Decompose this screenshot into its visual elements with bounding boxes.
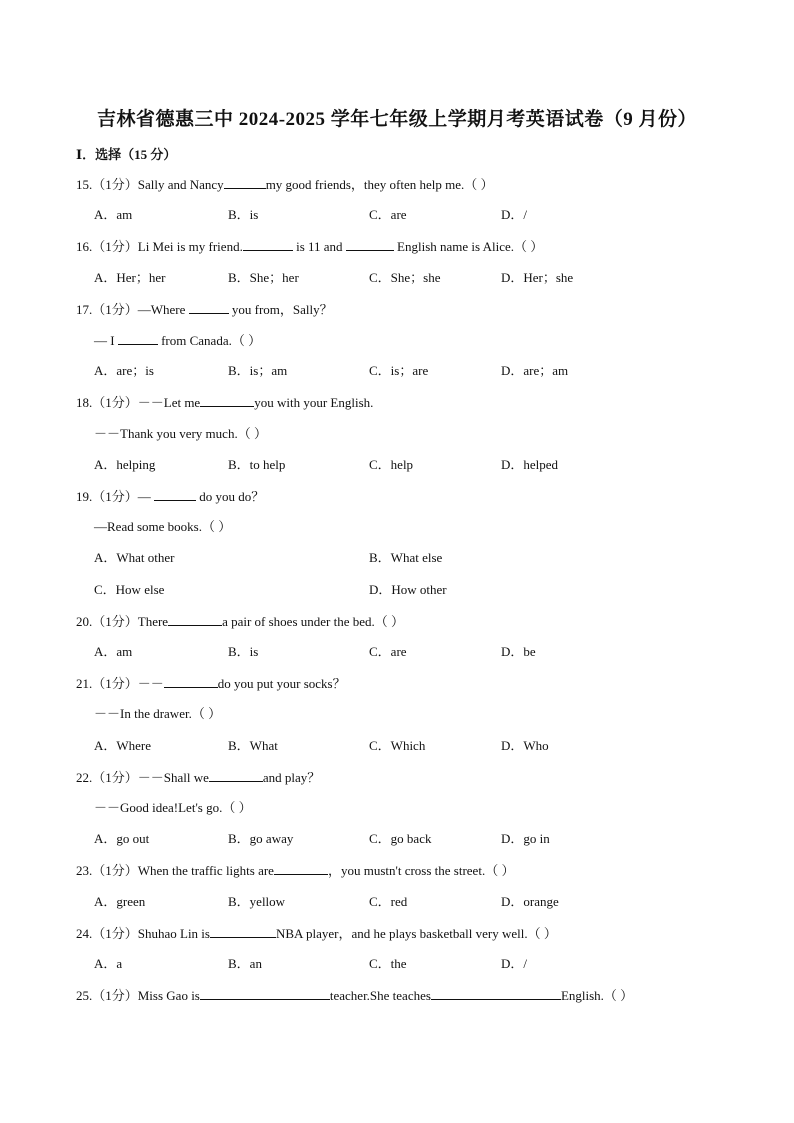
option-c[interactable]: C．Which — [369, 738, 426, 753]
question-19 — [76, 488, 264, 505]
option-d[interactable]: D．be — [501, 644, 536, 659]
question-text: 18.（1分）－－Let me — [76, 395, 201, 410]
question-text: 21.（1分）－－ — [76, 676, 164, 691]
question-text: is 11 and — [296, 239, 343, 254]
answer-blank[interactable] — [189, 301, 229, 314]
option-d[interactable]: D．helped — [501, 457, 559, 472]
question-text: English.（ ） — [560, 988, 634, 1003]
option-a[interactable]: A．Where — [94, 738, 152, 753]
option-c[interactable]: C．How else — [94, 582, 165, 597]
question-22-line-2: －－Good idea!Let's go.（ ） — [94, 800, 252, 815]
question-text: and play？ — [262, 770, 321, 785]
option-b[interactable]: B．yellow — [228, 894, 286, 909]
question-text: 19.（1分）— — [76, 489, 151, 504]
option-d[interactable]: D．/ — [501, 207, 528, 222]
answer-blank[interactable] — [154, 488, 196, 501]
option-a[interactable]: A．am — [94, 207, 133, 222]
question-17-line-2 — [94, 332, 261, 349]
question-text: 15.（1分）Sally and Nancy — [76, 177, 224, 192]
question-text: do you put your socks？ — [217, 676, 346, 691]
option-b[interactable]: B．is；am — [228, 363, 288, 378]
question-text: 22.（1分）－－Shall we — [76, 770, 209, 785]
option-d[interactable]: D．Her；she — [501, 270, 574, 285]
option-a[interactable]: A．green — [94, 894, 146, 909]
question-text: 17.（1分）—Where — [76, 302, 186, 317]
question-18 — [76, 394, 373, 411]
answer-blank[interactable] — [164, 675, 218, 688]
answer-blank[interactable] — [431, 987, 561, 1000]
question-17 — [76, 301, 333, 318]
option-c[interactable]: C．red — [369, 894, 408, 909]
answer-blank[interactable] — [168, 613, 222, 626]
question-text: you from，Sally？ — [231, 302, 333, 317]
option-a[interactable]: A．What other — [94, 550, 175, 565]
question-16 — [76, 238, 543, 255]
question-text: English name is Alice.（ ） — [397, 239, 544, 254]
question-text: — I — [94, 333, 115, 348]
option-c[interactable]: C．go back — [369, 831, 432, 846]
question-20 — [76, 613, 404, 630]
question-text: teacher.She teaches — [329, 988, 431, 1003]
answer-blank[interactable] — [209, 769, 263, 782]
question-22 — [76, 769, 320, 786]
option-d[interactable]: D．are；am — [501, 363, 569, 378]
option-b[interactable]: B．go away — [228, 831, 294, 846]
question-21 — [76, 675, 346, 692]
question-text: 24.（1分）Shuhao Lin is — [76, 926, 210, 941]
option-b[interactable]: B．is — [228, 644, 259, 659]
option-b[interactable]: B．What — [228, 738, 278, 753]
question-text: do you do？ — [199, 489, 265, 504]
question-text: NBA player，and he plays basketball very well.（ ） — [275, 926, 557, 941]
section-heading: Ⅰ．选择（15 分） — [76, 147, 177, 162]
question-text: 23.（1分）When the traffic lights are — [76, 863, 274, 878]
question-21-line-2: －－In the drawer.（ ） — [94, 706, 222, 721]
question-18-line-2: －－Thank you very much.（ ） — [94, 426, 267, 441]
question-23 — [76, 862, 514, 879]
question-19-line-2: —Read some books.（ ） — [94, 519, 232, 534]
option-d[interactable]: D．/ — [501, 956, 528, 971]
option-c[interactable]: C．are — [369, 644, 407, 659]
answer-blank[interactable] — [274, 862, 328, 875]
answer-blank[interactable] — [224, 176, 266, 189]
option-b[interactable]: B．an — [228, 956, 262, 971]
option-b[interactable]: B．to help — [228, 457, 286, 472]
option-c[interactable]: C．help — [369, 457, 414, 472]
question-text: 20.（1分）There — [76, 614, 169, 629]
question-text: from Canada.（ ） — [161, 333, 262, 348]
option-d[interactable]: D．Who — [501, 738, 549, 753]
answer-blank[interactable] — [200, 987, 330, 1000]
answer-blank[interactable] — [210, 925, 276, 938]
question-text: 16.（1分）Li Mei is my friend. — [76, 239, 243, 254]
question-15 — [76, 176, 494, 193]
question-24 — [76, 925, 557, 942]
question-25 — [76, 987, 633, 1004]
option-a[interactable]: A．am — [94, 644, 133, 659]
option-c[interactable]: C．the — [369, 956, 407, 971]
answer-blank[interactable] — [346, 238, 394, 251]
option-b[interactable]: B．is — [228, 207, 259, 222]
option-a[interactable]: A．Her；her — [94, 270, 166, 285]
answer-blank[interactable] — [243, 238, 293, 251]
option-a[interactable]: A．go out — [94, 831, 150, 846]
answer-blank[interactable] — [200, 394, 254, 407]
option-c[interactable]: C．is；are — [369, 363, 429, 378]
option-b[interactable]: B．She；her — [228, 270, 299, 285]
option-c[interactable]: C．She；she — [369, 270, 441, 285]
option-c[interactable]: C．are — [369, 207, 407, 222]
question-text: my good friends，they often help me.（ ） — [265, 177, 494, 192]
option-a[interactable]: A．are；is — [94, 363, 154, 378]
option-a[interactable]: A．a — [94, 956, 123, 971]
option-d[interactable]: D．orange — [501, 894, 559, 909]
option-d[interactable]: D．How other — [369, 582, 447, 597]
question-text: you with your English. — [254, 395, 374, 410]
question-text: a pair of shoes under the bed.（ ） — [222, 614, 405, 629]
question-text: ，you mustn't cross the street.（ ） — [327, 863, 515, 878]
option-b[interactable]: B．What else — [369, 550, 443, 565]
question-text: 25.（1分）Miss Gao is — [76, 988, 200, 1003]
page-title: 吉林省德惠三中 2024-2025 学年七年级上学期月考英语试卷（9 月份） — [96, 109, 698, 130]
option-d[interactable]: D．go in — [501, 831, 550, 846]
option-a[interactable]: A．helping — [94, 457, 156, 472]
answer-blank[interactable] — [118, 332, 158, 345]
